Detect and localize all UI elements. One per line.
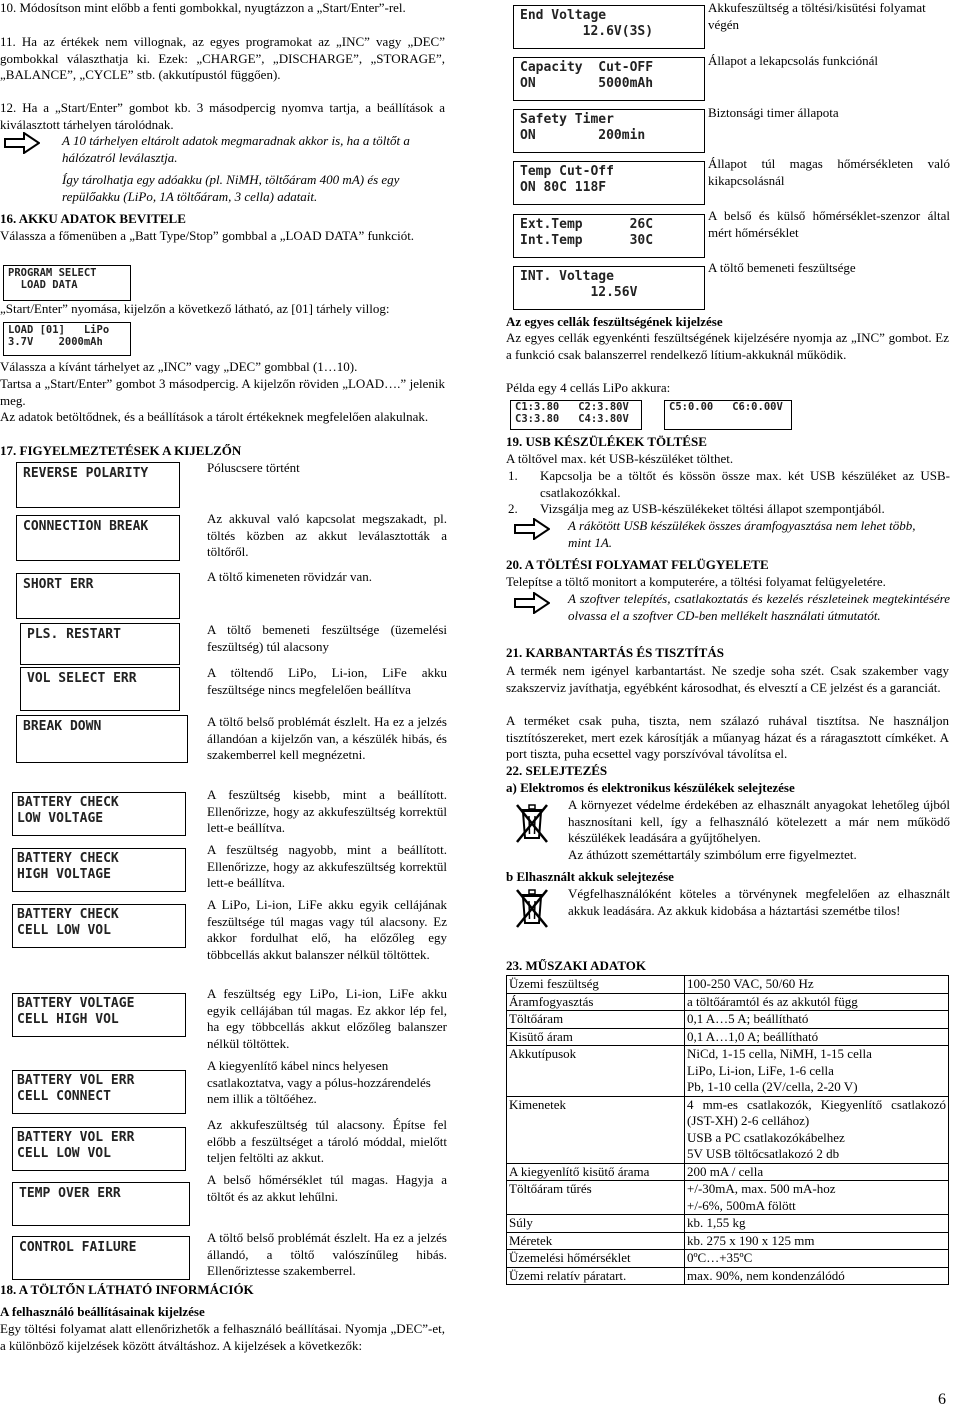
spec-key: Üzemi relatív páratart. [507,1267,685,1285]
spec-row [507,1215,949,1233]
crossed-bin-icon [512,885,552,931]
spec-value [685,1267,949,1285]
spec-row [507,1028,949,1046]
spec-key: Töltőáram [507,1011,685,1029]
cells-text: Az egyes cellák egyenkénti feszültségének kijelzésére nyomja az „INC” gombot. Ez a funkció csak balanszerrel rendelkező lítium-akkuknál működik. [506,330,949,362]
info-desc: Akkufeszültség a töltési/kisütési folyamat végén [708,0,926,32]
spec-row [507,1011,949,1029]
warning-desc: A feszültség kisebb, mint a beállított. Ellenőrizze, hogy az akkufeszültség korrektül lett-e beállítva. [207,787,447,835]
spec-value-line: kb. 275 x 190 x 125 mm [687,1232,815,1248]
section-17-title: 17. FIGYELMEZTETÉSEK A KIJELZŐN [0,443,242,458]
item-10: 10. Módosítson mint előbb a fenti gombokkal, nyugtázzon a „Start/Enter”-rel. [0,0,406,15]
item-11: 11. Ha az értékek nem villognak, az egyes programokat az „INC” vagy „DEC” gombokkal választhatja ki. Ezek: „CHARGE”, „DISCHARGE”, „STORAGE”, „BALANCE”, „CYCLE” stb. (akkutípustól függően). [0,34,445,82]
lcd-break-down: BREAK DOWN [16,715,188,763]
lcd-pls-restart: PLS. RESTART [20,623,180,665]
item-12: 12. Ha a „Start/Enter” gombot kb. 3 másodpercig nyomva tartja, a beállítások a kiválasztott tárhelyen tárolódnak. [0,100,445,132]
spec-value-line: 0,1 A…5 A; beállítható [687,1011,809,1026]
info-desc: A belső és külső hőmérséklet-szenzor által mért hőmérséklet [708,208,950,240]
spec-value-line: kb. 1,55 kg [687,1215,746,1230]
section-19-text: A töltővel max. két USB-készüléket tölthet. [506,451,734,466]
spec-key: Üzemi feszültség [507,976,685,994]
crossed-bin-icon [512,800,552,846]
section-19-step-2: Vizsgálja meg az USB-készülékeket töltési állapot szempontjából. [540,501,885,516]
warning-desc: A feszültség egy LiPo, Li-ion, LiFe akku egyik cellájában túl magas. Ez akkor lép fel, ha egy többcellás akkut előzőleg balanszer nélkül töltöttek. [207,986,447,1051]
spec-value-line: max. 90%, nem kondenzálódó [687,1267,845,1283]
lcd-safety-timer: Safety Timer ON 200min [513,109,705,153]
section-21-title: 21. KARBANTARTÁS ÉS TISZTÍTÁS [506,645,724,660]
spec-value-line: +/-6%, 500mA fölött [687,1197,796,1213]
spec-value [685,1096,949,1163]
info-desc: Állapot túl magas hőmérsékleten való kikapcsolásnál [708,156,950,188]
warning-desc: A belső hőmérséklet túl magas. Hagyja a töltőt és az akkut lehűlni. [207,1172,447,1204]
spec-key: Üzemelési hőmérséklet [507,1250,685,1268]
lcd-temperatures: Ext.Temp 26C Int.Temp 30C [513,214,705,258]
spec-value [685,1250,949,1268]
arrow-icon [514,518,550,540]
lcd-vol-select-err: VOL SELECT ERR [20,667,180,711]
section-20-text: Telepítse a töltő monitort a komputerére, a töltési folyamat felügyeletére. [506,574,886,589]
spec-value [685,1163,949,1181]
spec-key: Töltőáram tűrés [507,1181,685,1215]
lcd-reverse-polarity: REVERSE POLARITY [16,462,180,508]
spec-value-line: Pb, 1-10 cella (2V/cella, 2-20 V) [687,1079,858,1094]
section-22b-title: b Elhasznált akkuk selejtezése [506,869,674,884]
spec-row [507,993,949,1011]
cells-example: Példa egy 4 cellás LiPo akkura: [506,380,671,395]
spec-key: Kisütő áram [507,1028,685,1046]
lcd-battery-vol-err-connect: BATTERY VOL ERR CELL CONNECT [12,1070,186,1114]
warning-desc: A töltő kimeneten rövidzár van. [207,569,372,584]
section-16-title: 16. AKKU ADATOK BEVITELE [0,211,186,226]
spec-value-line: USB a PC csatlakozókábelhez [687,1129,845,1145]
lcd-capacity-cutoff: Capacity Cut-OFF ON 5000mAh [513,57,705,101]
spec-key: Súly [507,1215,685,1233]
arrow-icon [514,592,550,614]
start-enter-text: „Start/Enter” nyomása, kijelzőn a következő látható, az [01] tárhely villog: [0,301,390,316]
section-18-text: Egy töltési folyamat alatt ellenőrizhetők a felhasználó beállításai. Nyomja „DEC”-et, a különböző kijelzések között átváltáshoz. A kijelzések a következők: [0,1321,445,1353]
spec-value-line: 0,1 A…1,0 A; beállítható [687,1028,819,1044]
warning-desc: A töltő belső problémát észlelt. Ha ez a jelzés állandó, a töltő valószínűleg hibás. Ellenőriztesse szakemberrel. [207,1230,447,1278]
arrow-icon [4,132,40,154]
choose-slot-text: Válassza a kívánt tárhelyet az „INC” vagy „DEC” gombbal (1…10). [0,359,358,374]
spec-key: Kimenetek [507,1096,685,1163]
lcd-battery-check-cell-low: BATTERY CHECK CELL LOW VOL [12,904,186,948]
spec-value [685,1011,949,1029]
spec-key: Áramfogyasztás [507,993,685,1011]
lcd-program-select: PROGRAM SELECT LOAD DATA [3,265,131,301]
section-18-title: 18. A TÖLTŐN LÁTHATÓ INFORMÁCIÓK [0,1282,254,1297]
spec-row [507,1096,949,1163]
section-19-note: A rákötött USB készülékek összes áramfogyasztása nem lehet több, mint 1A. [568,518,916,550]
section-19-title: 19. USB KÉSZÜLÉKEK TÖLTÉSE [506,434,707,449]
spec-value-line: 0ºC…+35ºC [687,1250,753,1265]
section-16-text: Válassza a főmenüben a „Batt Type/Stop” gombbal a „LOAD DATA” funkciót. [0,228,415,243]
spec-value-line: a töltőáramtól és az akkutól függ [687,993,858,1009]
spec-value [685,976,949,994]
note-example: Így tárolhatja egy adóakku (pl. NiMH, töltőáram 400 mA) és egy repülőakku (LiPo, 1A töltőáram, 3 cella) adatait. [62,172,400,204]
spec-value-line: 100-250 VAC, 50/60 Hz [687,976,814,991]
spec-value-line: 200 mA / cella [687,1163,764,1179]
spec-value [685,1215,949,1233]
warning-desc: A LiPo, Li-ion, LiFe akku egyik cellájának feszültsége túl magas vagy túl alacsony. Ez akkor fordulhat elő, ha előzőleg egy többcellás akkut balanszer nélkül töltöttek. [207,897,447,962]
spec-row [507,1181,949,1215]
section-19-step-1: Kapcsolja be a töltőt és kössön össze max. két USB készüléket az USB-csatlakozókkal. [540,468,950,500]
lcd-battery-check-low: BATTERY CHECK LOW VOLTAGE [12,792,186,836]
lcd-load-data: LOAD [01] LiPo 3.7V 2000mAh [3,322,131,356]
info-desc: Biztonsági timer állapota [708,105,839,120]
section-22a-title: a) Elektromos és elektronikus készülékek selejtezése [506,780,795,795]
spec-value-line: NiCd, 1-15 cella, NiMH, 1-15 cella [687,1046,872,1061]
spec-value [685,1046,949,1097]
spec-row [507,976,949,994]
spec-table [506,975,949,1285]
spec-key: Méretek [507,1232,685,1250]
spec-value [685,1181,949,1215]
section-22-title: 22. SELEJTEZÉS [506,763,608,778]
lcd-battery-check-high: BATTERY CHECK HIGH VOLTAGE [12,848,186,892]
section-22a-text-2: Az áthúzott szeméttartály szimbólum erre figyelmeztet. [568,847,857,862]
section-21-text-2: A terméket csak puha, tiszta, nem szálazó ruhával tisztítsa. Ne használjon tisztítószereket, mert ezek károsítják a műanyag házat és a ráragasztott címkéket. A port tiszta, puha ecsettel vagy porszívóval távolítsa el. [506,713,949,761]
list-number: 1. [508,468,518,483]
section-20-title: 20. A TÖLTÉSI FOLYAMAT FELÜGYELETE [506,557,769,572]
section-18-subtitle: A felhasználó beállításainak kijelzése [0,1304,205,1319]
lcd-short-err: SHORT ERR [16,573,180,619]
section-22b-text: Végfelhasználóként köteles a törvénynek megfelelően az elhasznált akkuk leadására. Az akkuk kidobása a háztartási szemétbe tilos! [568,886,950,918]
warning-desc: A töltő bemeneti feszültsége (üzemelési feszültség) túl alacsony [207,622,447,654]
spec-row [507,1232,949,1250]
spec-key: Akkutípusok [507,1046,685,1097]
info-desc: Állapot a lekapcsolás funkciónál [708,53,879,68]
section-22a-text-1: A környezet védelme érdekében az elhasznált anyagokat lehetőleg újból hasznosítani kell, így a felhasználó kötelezett a már nem működő készülékek leadására a gyűjtőhelyen. [568,797,950,845]
section-21-text-1: A termék nem igényel karbantartást. Ne szedje soha szét. Csak szakember vagy szakszerviz javíthatja, egyébként károsodhat, és elvesztí a CE jelzést és a garanciát. [506,663,949,695]
lcd-battery-voltage-cell-high: BATTERY VOLTAGE CELL HIGH VOL [12,993,186,1037]
note-storage: A 10 tárhelyen eltárolt adatok megmaradnak akkor is, ha a töltőt a hálózatról leválasztja. [62,133,410,165]
spec-value [685,1028,949,1046]
spec-value [685,993,949,1011]
spec-key: A kiegyenlítő kisütő árama [507,1163,685,1181]
warning-desc: Az akkuval való kapcsolat megszakadt, pl. töltés közben az akkut leválasztották a töltőről. [207,511,447,559]
warning-desc: A töltő belső problémát észlelt. Ha ez a jelzés állandóan a kijelzőn van, a készülék hibás, és szakemberrel kell megnézetni. [207,714,447,762]
lcd-int-voltage: INT. Voltage 12.56V [513,266,705,310]
lcd-battery-vol-err-low: BATTERY VOL ERR CELL LOW VOL [12,1127,186,1171]
spec-value [685,1232,949,1250]
warning-desc: Póluscsere történt [207,460,300,475]
lcd-cells-1-4: C1:3.80 C2:3.80V C3:3.80 C4:3.80V [510,400,642,430]
loaded-text: Az adatok betöltődnek, és a beállítások a tárolt értékeknek megfelelően alakulnak. [0,409,429,424]
lcd-control-failure: CONTROL FAILURE [12,1236,190,1280]
list-number: 2. [508,501,518,516]
hold-text: Tartsa a „Start/Enter” gombot 3 másodpercig. A kijelzőn röviden „LOAD….” jelenik meg. [0,376,445,408]
lcd-temp-cutoff: Temp Cut-Off ON 80C 118F [513,161,705,205]
spec-value-line: 4 mm-es csatlakozók, Kiegyenlítő csatlakozó (JST-XH) 2-6 cellához) [687,1096,946,1128]
spec-value-line: 5V USB töltőcsatlakozó 2 db [687,1146,840,1161]
warning-desc: A töltendő LiPo, Li-ion, LiFe akku feszültsége nincs megfelelően beállítva [207,665,447,697]
warning-desc: A feszültség nagyobb, mint a beállított. Ellenőrizze, hogy az akkufeszültség korrektül lett-e beállítva. [207,842,447,890]
warning-desc: A kiegyenlítő kábel nincs helyesen csatlakoztatva, vagy a pólus-hozzárendelés nem illik a töltőéhez. [207,1058,431,1106]
page-number: 6 [938,1391,946,1408]
info-desc: A töltő bemeneti feszültsége [708,260,856,275]
section-23-title: 23. MŰSZAKI ADATOK [506,958,647,973]
lcd-cells-5-6: C5:0.00 C6:0.00V [664,400,792,430]
spec-row [507,1046,949,1097]
cells-title: Az egyes cellák feszültségének kijelzése [506,314,723,329]
section-20-note: A szoftver telepítés, csatlakoztatás és kezelés részleteinek megtekintésére olvassa el a szoftver CD-ben mellékelt használati útmutatót. [568,591,950,623]
spec-row [507,1163,949,1181]
spec-row [507,1250,949,1268]
warning-desc: Az akkufeszültség túl alacsony. Építse fel előbb a feszültséget a tároló móddal, mielőtt teljen feltölti az akkut. [207,1117,447,1165]
spec-row [507,1267,949,1285]
lcd-connection-break: CONNECTION BREAK [16,515,180,561]
spec-value-line: LiPo, Li-ion, LiFe, 1-6 cella [687,1062,834,1078]
lcd-temp-over-err: TEMP OVER ERR [12,1182,190,1226]
lcd-end-voltage: End Voltage 12.6V(3S) [513,5,705,49]
spec-value-line: +/-30mA, max. 500 mA-hoz [687,1181,836,1196]
